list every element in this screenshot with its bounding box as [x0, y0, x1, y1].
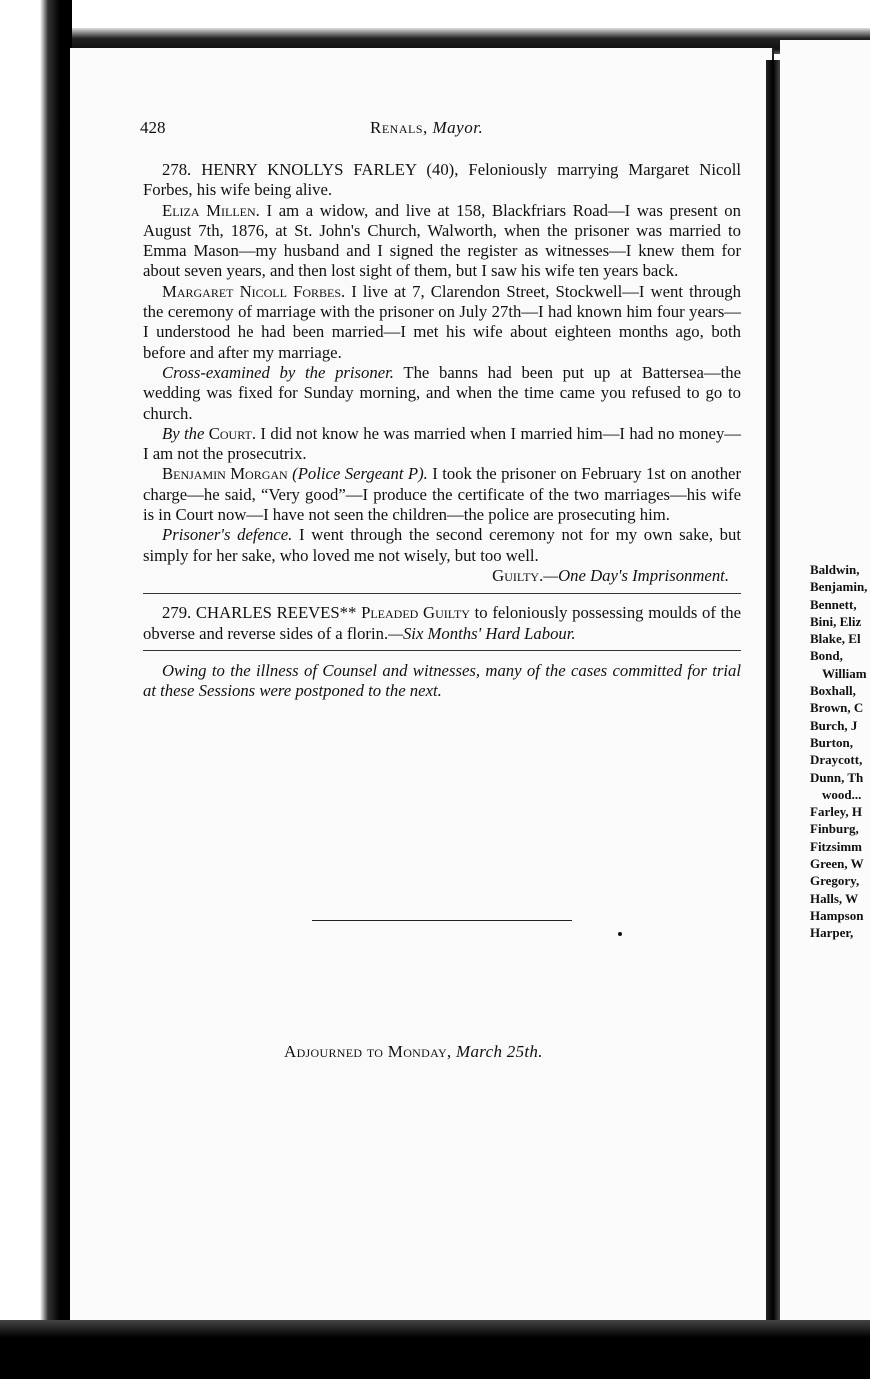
index-entry: Burch, J — [810, 717, 858, 733]
scan-left-edge — [0, 0, 72, 1379]
divider — [143, 593, 741, 594]
witness-testimony: I took the prisoner on February 1st on another charge—he said, “Very good”—I produce the certificate of the two marriages—his wife is in Court now—I have not seen the children—the police are prosecuting him. — [143, 464, 742, 525]
adjourn-label: Adjourned to Monday, — [284, 1042, 452, 1061]
index-entry: Bennett, — [810, 596, 857, 612]
page-body — [143, 160, 741, 701]
by-the-court — [143, 424, 741, 465]
index-entry: William — [822, 665, 867, 681]
adjournment-line — [284, 1042, 543, 1062]
index-entry: Burton, — [810, 734, 853, 750]
case-279-heading: 279. CHARLES REEVES** — [162, 603, 357, 623]
witness-name: Margaret Nicoll Forbes. — [162, 281, 346, 301]
case-279-sentence: —Six Months' Hard Labour. — [388, 623, 576, 643]
index-entry: Bini, Eliz — [810, 613, 862, 629]
scan-bottom-edge — [0, 1320, 870, 1379]
index-entry: Brown, C — [810, 700, 864, 716]
running-title-role: Mayor. — [432, 118, 484, 137]
sessions-notice: Owing to the illness of Counsel and witnesses, many of the cases committed for trial at these Sessions were postponed to the next. — [143, 660, 741, 701]
index-entry: Blake, El — [810, 631, 861, 647]
index-entry: Halls, W — [810, 890, 859, 906]
index-entry: wood... — [822, 786, 862, 802]
prisoner-defence — [143, 525, 741, 566]
cross-label: Cross-examined by the prisoner. — [162, 362, 394, 382]
witness-margaret-forbes — [143, 282, 741, 363]
index-entry: Baldwin, — [810, 562, 860, 577]
case-279 — [143, 603, 741, 644]
sentence: —One Day's Imprisonment. — [543, 565, 729, 585]
index-entry: Harper, — [810, 925, 854, 941]
divider — [143, 650, 741, 651]
adjourn-date: March 25th. — [456, 1042, 543, 1061]
witness-testimony: I am a widow, and live at 158, Blackfriars Road—I was present on August 7th, 1876, at St. John's Church, Walworth, when the prisoner was married to Emma Mason—my husband and I signed the register as witnesses—I knew them for about seven years, and then lost sight of them, but I saw his wife ten years back. — [143, 200, 741, 281]
witness-name: Eliza Millen. — [162, 200, 260, 220]
cross-text: The banns had been put up at Battersea—the wedding was fixed for Sunday morning, and when the time came you refused to go to church. — [143, 362, 741, 423]
running-title — [370, 118, 483, 138]
index-entry: Benjamin, — [810, 579, 868, 595]
book-gutter — [766, 60, 780, 1322]
running-title-name: Renals, — [370, 118, 428, 137]
index-entry: Dunn, Th — [810, 769, 864, 785]
case-278-heading: 278. HENRY KNOLLYS FARLEY (40), Feloniously marrying Margaret Nicoll Forbes, his wife being alive. — [143, 160, 741, 200]
witness-benjamin-morgan — [143, 464, 741, 525]
section-rule — [312, 920, 572, 921]
witness-eliza-millen — [143, 201, 741, 282]
witness-testimony: I live at 7, Clarendon Street, Stockwell—I went through the ceremony of marriage with the prisoner on July 27th—I had known him four years—I understood he had been married—I met his wife about eighteen months ago, both before and after my marriage. — [143, 281, 741, 362]
verdict: Guilty. — [492, 565, 544, 585]
case-279-text: to feloniously possessing moulds of the obverse and reverse sides of a florin. — [143, 603, 742, 643]
index-entry: Gregory, — [810, 873, 860, 889]
page-number: 428 — [140, 118, 166, 137]
witness-role: (Police Sergeant P). — [292, 464, 428, 484]
defence-label: Prisoner's defence. — [162, 525, 293, 545]
right-page-index — [810, 561, 867, 942]
court-text: I did not know he was married when I married him—I had no money—I am not the prosecutrix. — [143, 423, 741, 464]
index-entry: Fitzsimm — [810, 838, 862, 854]
plea: Pleaded Guilty — [361, 603, 470, 623]
court-label: Court. — [208, 423, 257, 443]
court-label-italic: By the — [162, 423, 205, 443]
index-entry: Draycott, — [810, 752, 863, 768]
index-entry: Finburg, — [810, 821, 859, 837]
index-entry: Hampson — [810, 907, 864, 923]
case-278-verdict — [143, 566, 741, 586]
index-entry: Boxhall, — [810, 683, 856, 699]
index-entry: Farley, H — [810, 804, 862, 820]
defence-text: I went through the second ceremony not for my own sake, but simply for her sake, who loved me not wisely, but too well. — [143, 525, 742, 565]
print-speck — [618, 932, 622, 936]
cross-examination — [143, 363, 741, 424]
index-entry: Bond, — [810, 648, 843, 664]
index-entry: Green, W — [810, 856, 864, 872]
witness-name: Benjamin Morgan — [162, 464, 288, 484]
